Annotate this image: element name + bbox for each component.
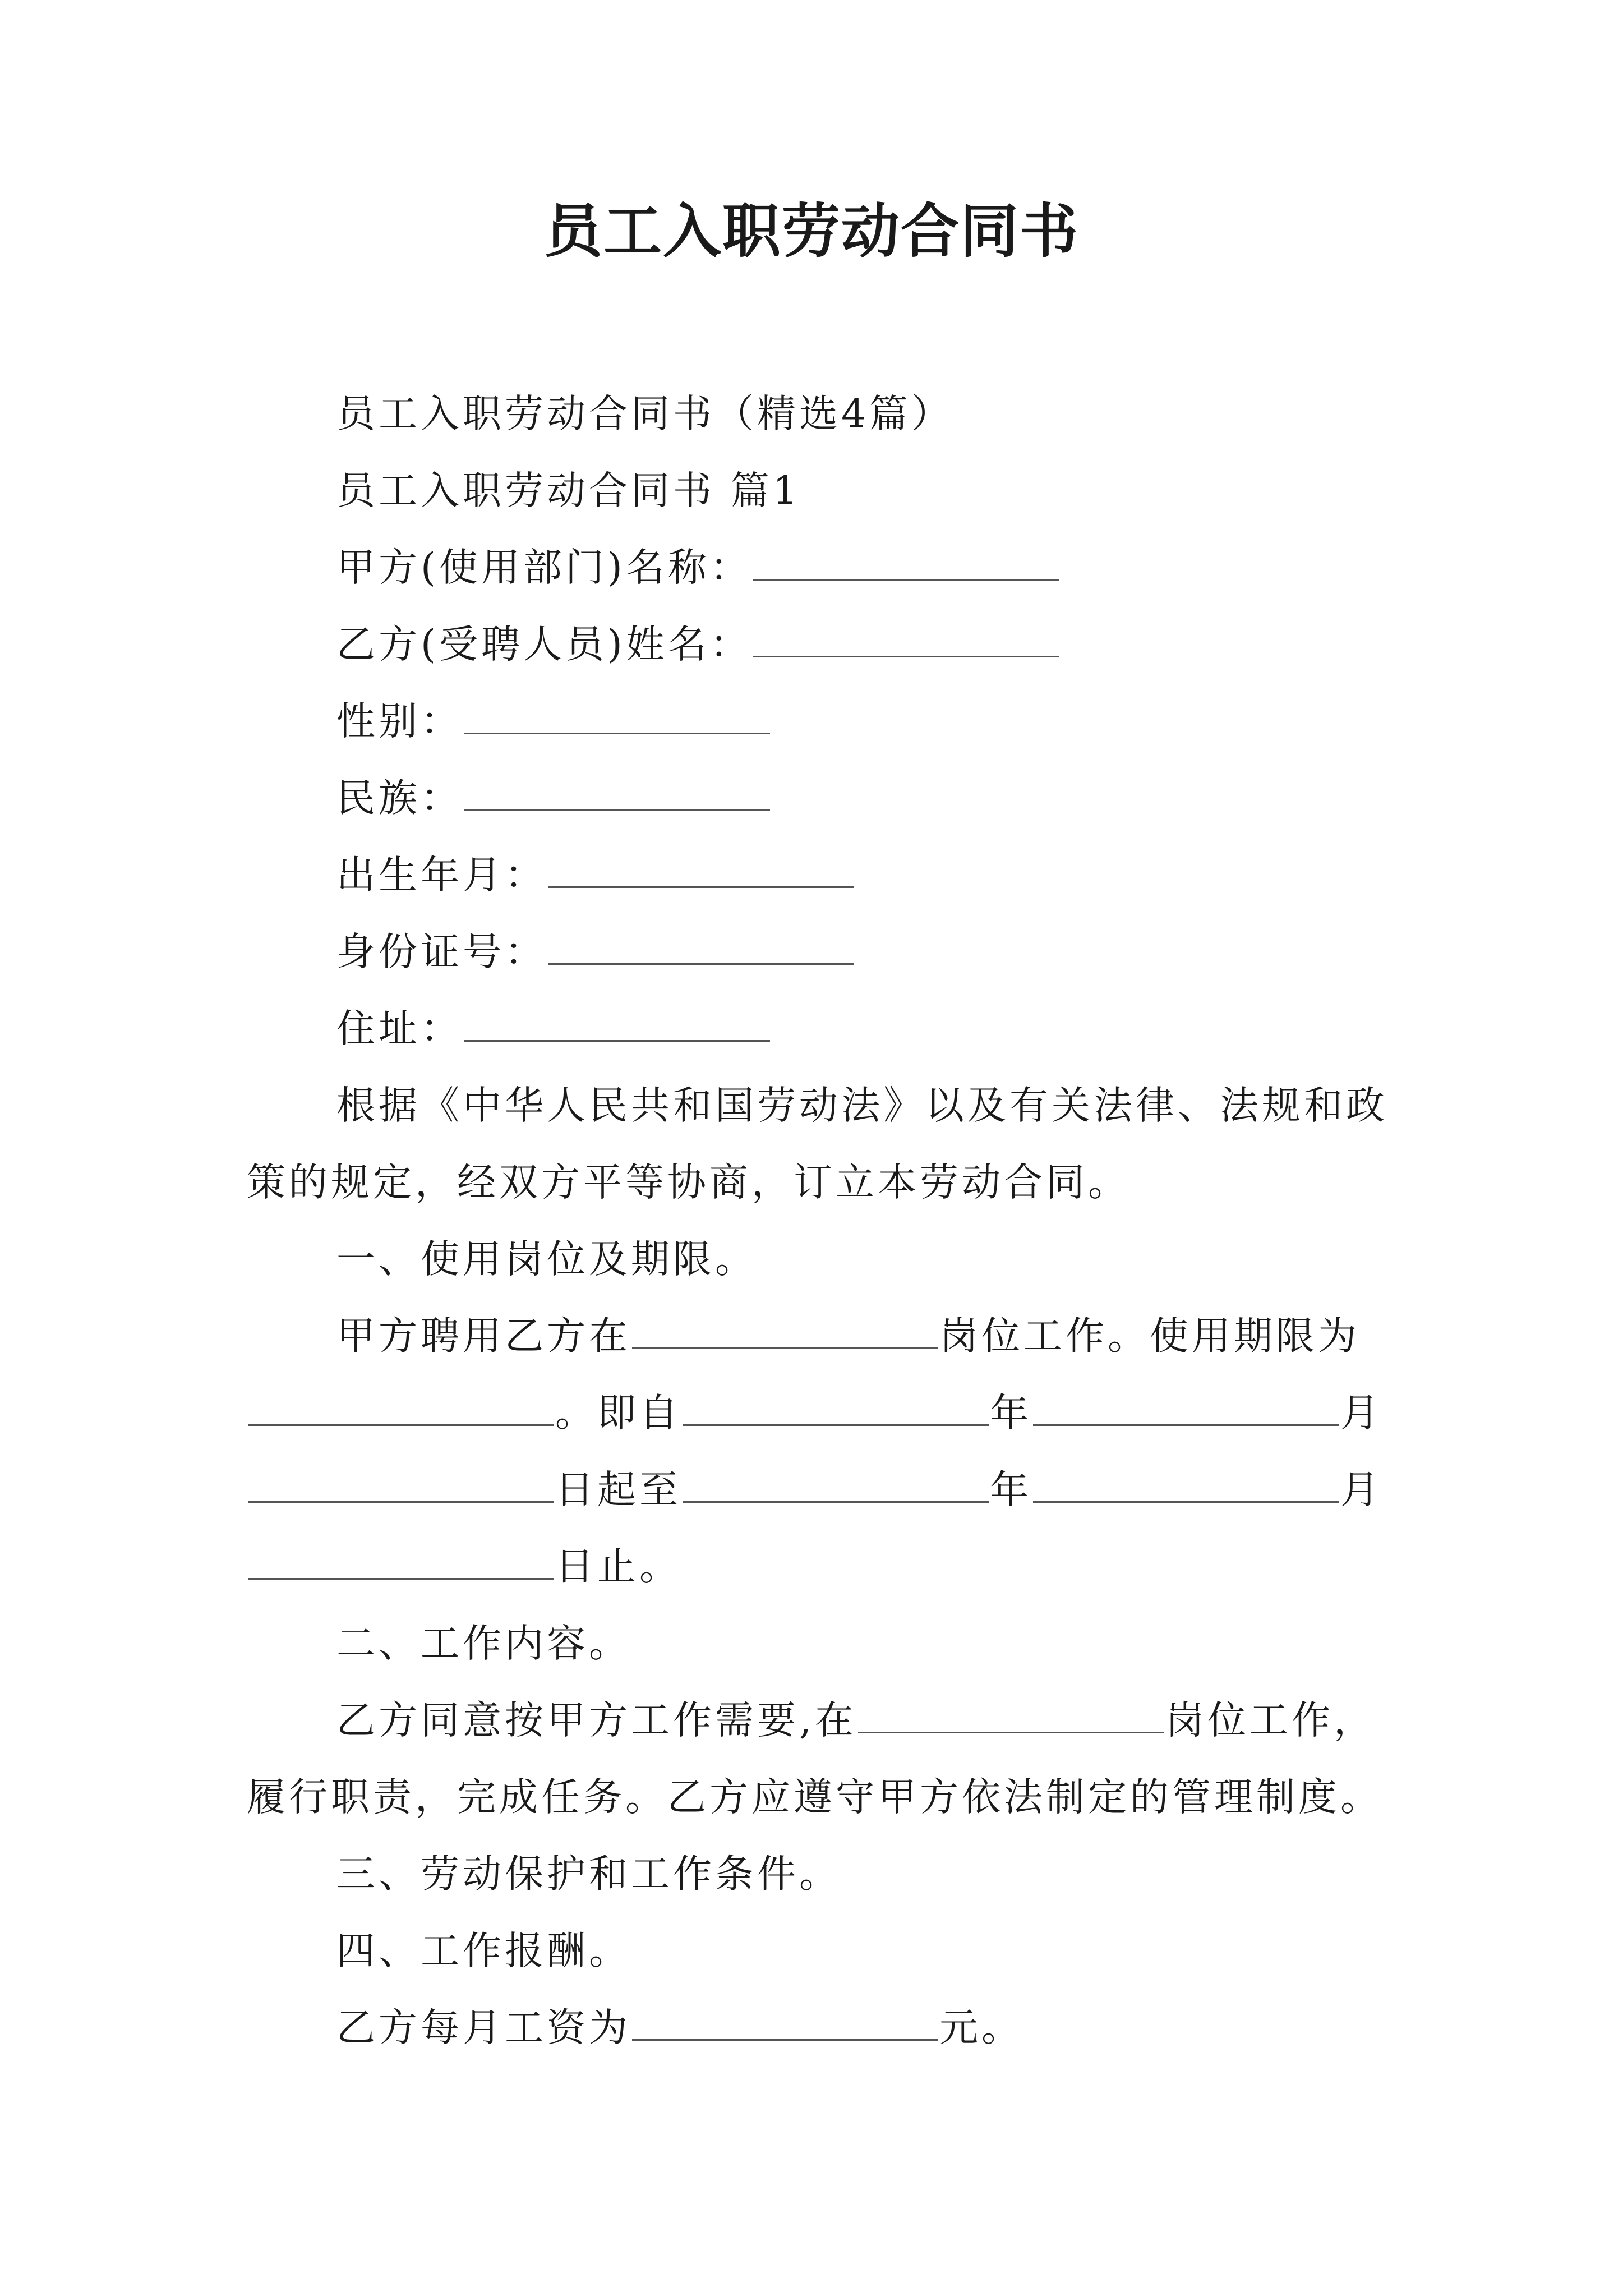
section2-heading: 二、工作内容。	[336, 1621, 631, 1666]
id-blank[interactable]	[548, 961, 854, 965]
document-body	[247, 376, 1391, 2067]
section2-paragraph	[247, 1682, 1391, 1836]
party-b-line	[247, 606, 1391, 683]
sec4-text-a: 乙方每月工资为	[336, 2005, 631, 2050]
id-label: 身份证号：	[336, 930, 547, 974]
chapter-line: 员工入职劳动合同书 篇1	[336, 468, 801, 513]
salary-blank[interactable]	[632, 2037, 938, 2041]
address-line	[247, 991, 1391, 1068]
id-line	[247, 914, 1391, 991]
sec1-text-a: 甲方聘用乙方在	[336, 1314, 631, 1359]
term-blank[interactable]	[248, 1422, 554, 1426]
sec2-text-a: 乙方同意按甲方工作需要,在	[336, 1698, 857, 1743]
start-month-blank[interactable]	[1033, 1422, 1339, 1426]
sec1-year2: 年	[990, 1467, 1032, 1512]
sec1-text-b: 岗位工作。使用期限为	[939, 1314, 1360, 1359]
party-a-line	[247, 530, 1391, 606]
sec1-month2: 月	[1340, 1467, 1382, 1512]
ethnicity-line	[247, 760, 1391, 837]
address-label: 住址：	[336, 1006, 463, 1051]
section3-heading: 三、劳动保护和工作条件。	[336, 1852, 841, 1897]
party-a-blank[interactable]	[753, 577, 1059, 581]
end-year-blank[interactable]	[683, 1499, 989, 1503]
gender-line	[247, 683, 1391, 760]
intro-paragraph: 根据《中华人民共和国劳动法》以及有关法律、法规和政策的规定，经双方平等协商，订立本劳动合同。	[247, 1083, 1388, 1205]
sec4-text-b: 元。	[939, 2005, 1023, 2050]
party-b-label: 乙方(受聘人员)姓名：	[336, 622, 752, 667]
birth-label: 出生年月：	[336, 853, 547, 898]
work-position-blank[interactable]	[858, 1729, 1164, 1733]
party-a-label: 甲方(使用部门)名称：	[336, 545, 752, 590]
salary-line	[247, 1990, 1391, 2067]
start-day-blank[interactable]	[248, 1499, 554, 1503]
party-b-blank[interactable]	[753, 654, 1059, 657]
position-blank[interactable]	[632, 1345, 938, 1349]
section1-paragraph	[247, 1298, 1391, 1605]
address-blank[interactable]	[464, 1038, 770, 1042]
gender-label: 性别：	[336, 699, 463, 744]
sec1-text-d: 日起至	[555, 1467, 681, 1512]
ethnicity-blank[interactable]	[464, 807, 770, 811]
birth-line	[247, 837, 1391, 914]
sec1-text-c: 。即自	[555, 1391, 681, 1435]
birth-blank[interactable]	[548, 884, 854, 888]
section4-heading: 四、工作报酬。	[336, 1929, 631, 1973]
section1-heading: 一、使用岗位及期限。	[336, 1237, 757, 1282]
ethnicity-label: 民族：	[336, 776, 463, 821]
document-title: 员工入职劳动合同书	[543, 196, 1079, 265]
sec2-text-b: 岗位工作，履行职责，完成任务。乙方应遵守甲方依法制定的管理制度。	[247, 1698, 1382, 1820]
end-month-blank[interactable]	[1033, 1499, 1339, 1503]
sec1-month: 月	[1340, 1391, 1382, 1435]
sec1-text-e: 日止。	[555, 1544, 681, 1589]
sec1-year: 年	[990, 1391, 1032, 1435]
start-year-blank[interactable]	[683, 1422, 989, 1426]
end-day-blank[interactable]	[248, 1576, 554, 1580]
subtitle-line: 员工入职劳动合同书（精选4篇）	[336, 392, 953, 436]
gender-blank[interactable]	[464, 730, 770, 734]
